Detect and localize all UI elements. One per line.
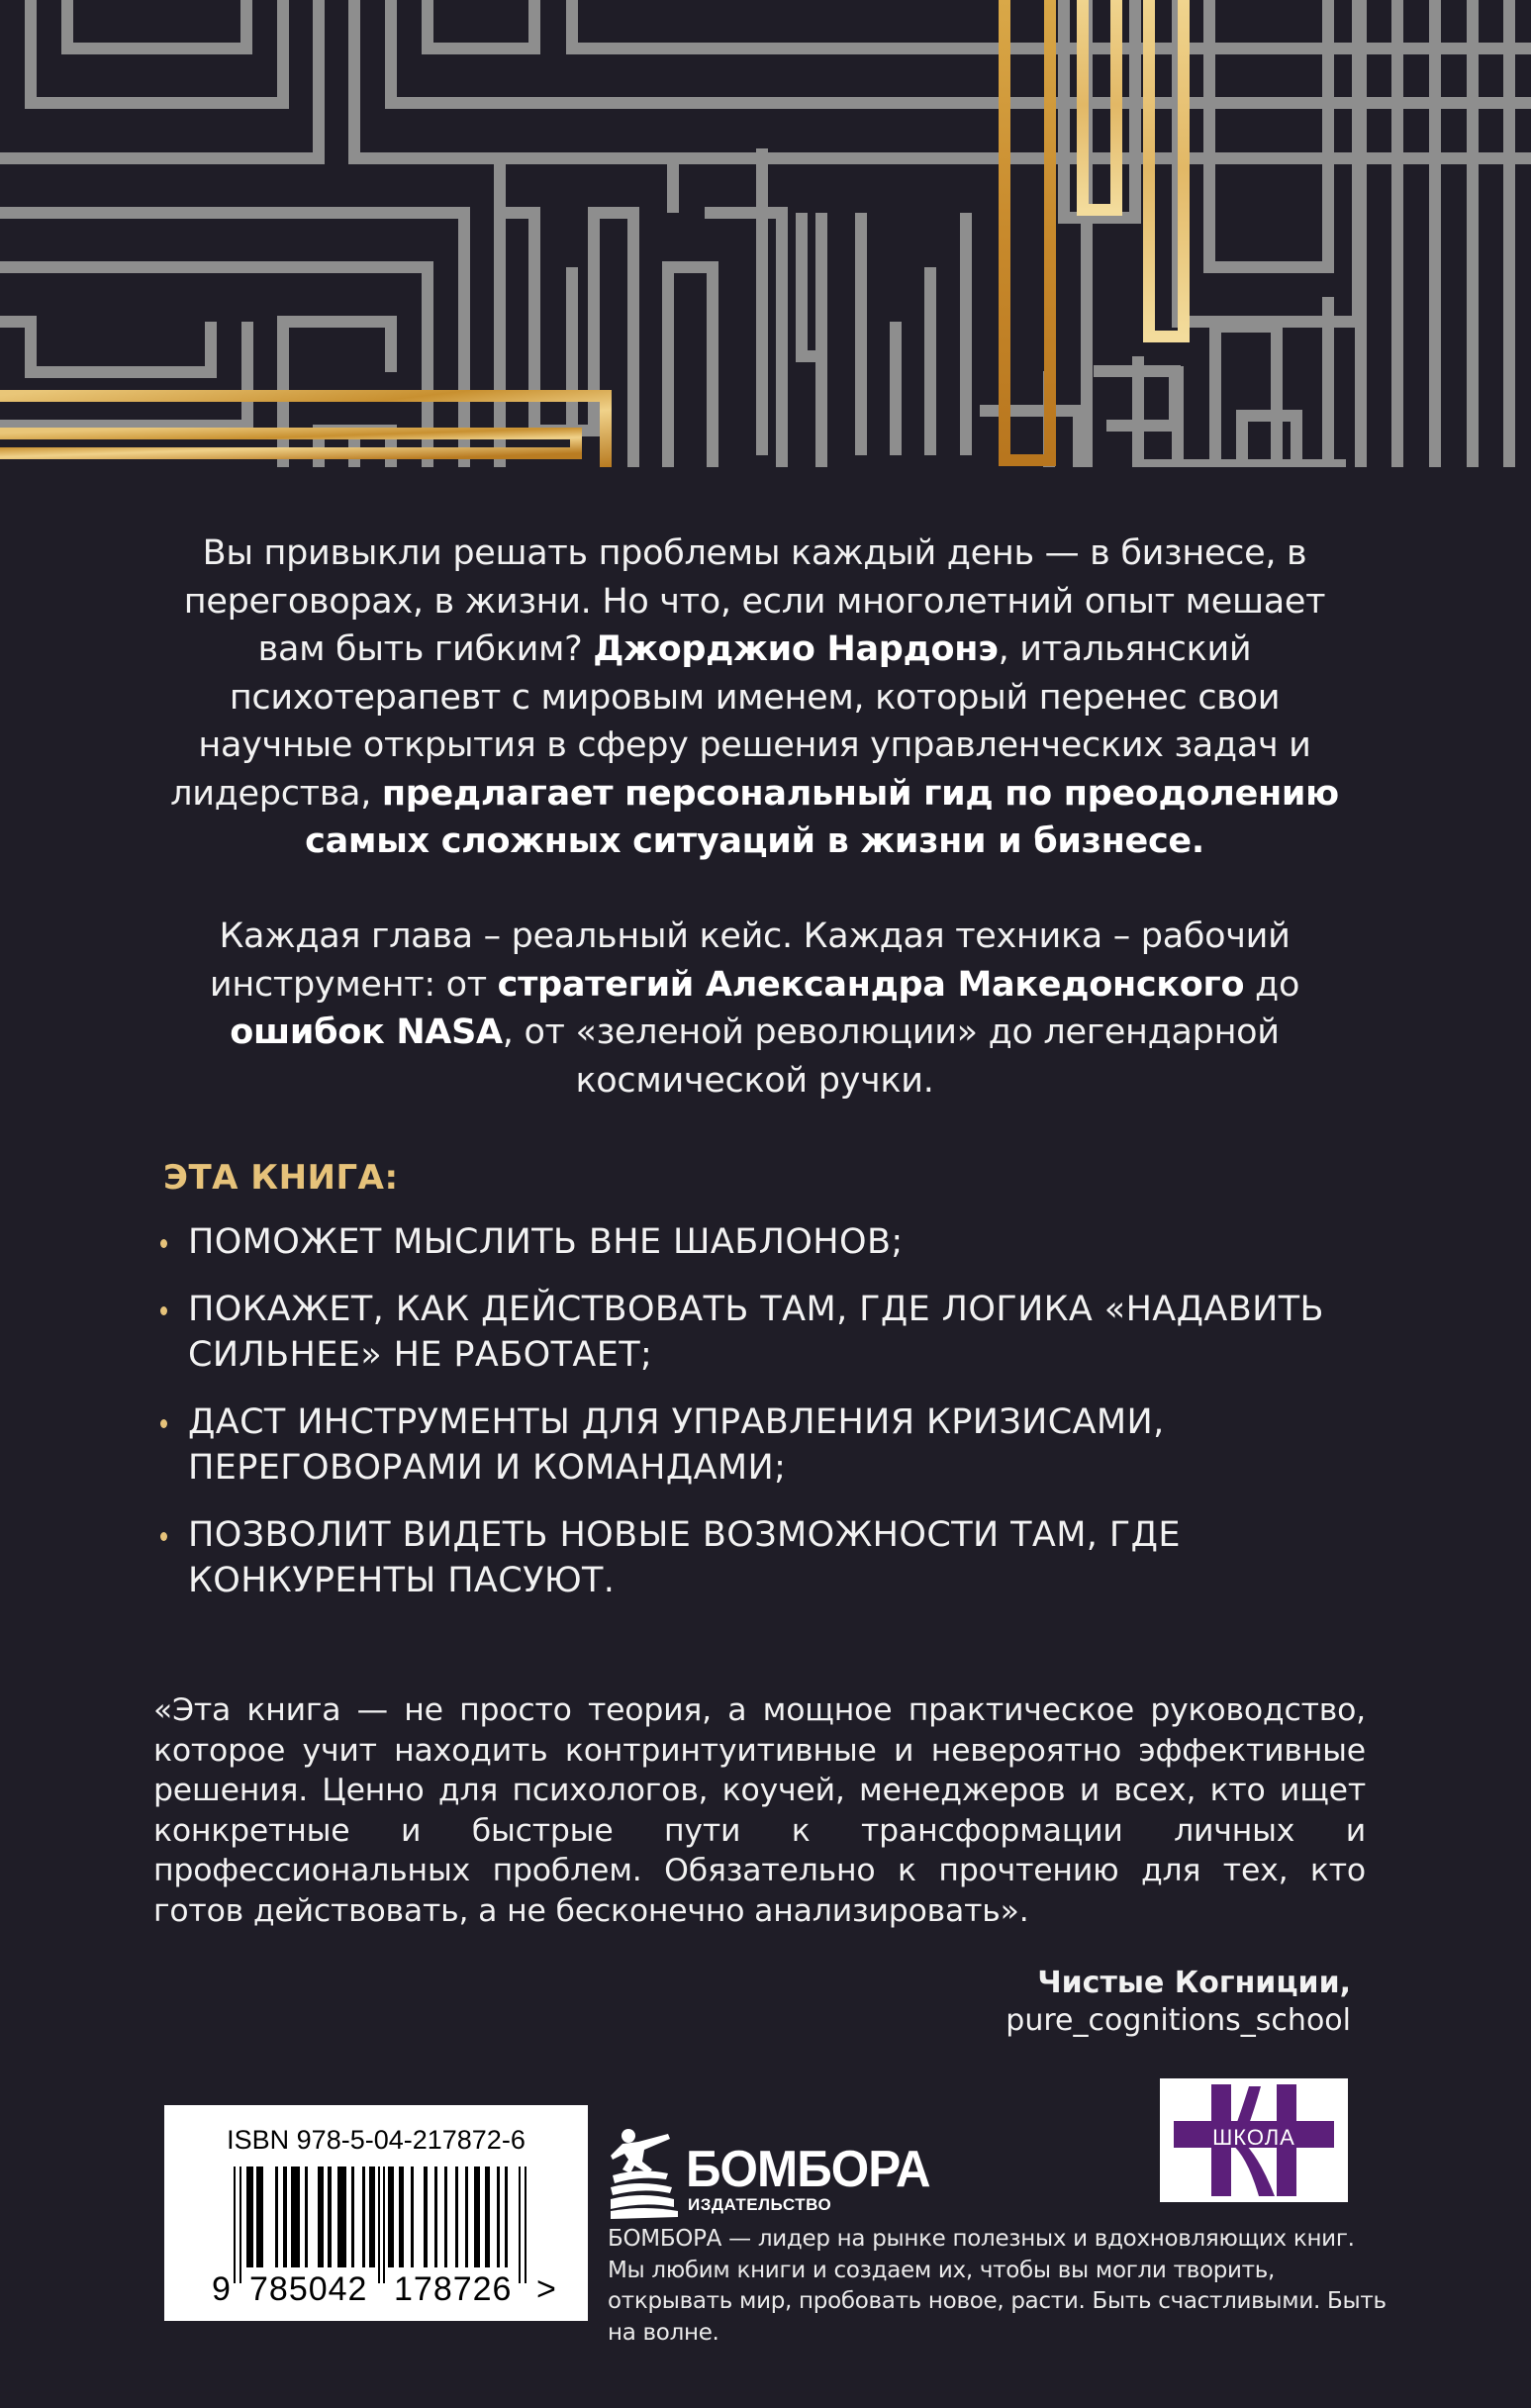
list-item <box>158 1219 1376 1265</box>
barcode-arrow: > <box>536 2270 557 2308</box>
bullet-icon <box>160 1532 167 1541</box>
surfer-on-books-logo-icon <box>609 2126 680 2221</box>
description-text: , итальянский психотерапевт с мировым именем, который перенес свои научные открытия в сферу решения управленческих задач и лидерства, <box>170 629 1311 814</box>
description-paragraph-2 <box>153 913 1356 1105</box>
review-author-handle: pure_cognitions_school <box>1005 2003 1351 2038</box>
list-item-text: ПОЗВОЛИТ ВИДЕТЬ НОВЫЕ ВОЗМОЖНОСТИ ТАМ, ГДЕ КОНКУРЕНТЫ ПАСУЮТ. <box>188 1515 1181 1600</box>
barcode-digits-left: 785042 <box>249 2270 368 2308</box>
description-text: , от «зеленой революции» до легендарной космической ручки. <box>502 1012 1280 1101</box>
benefits-list <box>158 1219 1376 1625</box>
description-text: Вы привыкли решать проблемы каждый день — в бизнесе, в переговорах, в жизни. Но что, если многолетний опыт мешает вам быть гибким? <box>183 533 1326 669</box>
barcode-digit-first: 9 <box>212 2270 232 2308</box>
list-item-text: ДАСТ ИНСТРУМЕНТЫ ДЛЯ УПРАВЛЕНИЯ КРИЗИСАМИ, ПЕРЕГОВОРАМИ И КОМАНДАМИ; <box>188 1402 1165 1488</box>
school-logo-label: ШКОЛА <box>1212 2125 1295 2150</box>
description-highlight: предлагает персональный гид по преодолению самых сложных ситуаций в жизни и бизнесе. <box>305 773 1339 861</box>
publisher-name: БОМБОРА <box>686 2141 930 2198</box>
list-item <box>158 1512 1376 1603</box>
publisher-logo <box>609 2126 930 2225</box>
benefits-heading: ЭТА КНИГА: <box>163 1158 399 1198</box>
review-attribution <box>1005 1965 1351 2040</box>
barcode-digits-right: 178726 <box>394 2270 513 2308</box>
isbn-label: ISBN 978-5-04-217872-6 <box>227 2125 526 2155</box>
bullet-icon <box>160 1239 167 1248</box>
description-highlight: стратегий Александра Македонского <box>497 964 1245 1005</box>
bullet-icon <box>160 1419 167 1428</box>
review-quote: «Эта книга — не просто теория, а мощное практическое руководство, которое учит находить контринтуитивные и невероятно эффективные решения. Ценно для психологов, коучей, менеджеров и всех, кто ищет конкретные и быстрые пути к трансформации личных и профессиональных проблем. Обязательно к прочтению для тех, кто готов действовать, а не бесконечно анализировать». <box>153 1692 1366 1929</box>
list-item <box>158 1399 1376 1491</box>
author-name: Джорджио Нардонэ <box>593 629 999 669</box>
description-text: Каждая глава – реальный кейс. Каждая техника – рабочий инструмент: от <box>209 916 1291 1005</box>
review-author-name: Чистые Когниции, <box>1037 1966 1351 2000</box>
description-paragraph-1 <box>153 530 1356 866</box>
list-item-text: ПОКАЖЕТ, КАК ДЕЙСТВОВАТЬ ТАМ, ГДЕ ЛОГИКА «НАДАВИТЬ СИЛЬНЕЕ» НЕ РАБОТАЕТ; <box>188 1290 1324 1375</box>
isbn-barcode <box>164 2105 588 2321</box>
description-text: до <box>1244 964 1300 1005</box>
description-highlight: ошибок NASA <box>230 1012 503 1052</box>
bullet-icon <box>160 1306 167 1315</box>
maze-pattern-illustration <box>0 0 1531 467</box>
list-item-text: ПОМОЖЕТ МЫСЛИТЬ ВНЕ ШАБЛОНОВ; <box>188 1222 904 1262</box>
school-logo <box>1160 2078 1348 2202</box>
publisher-subtitle: ИЗДАТЕЛЬСТВО <box>688 2195 832 2214</box>
list-item <box>158 1287 1376 1378</box>
publisher-about-text: БОМБОРА — лидер на рынке полезных и вдохновляющих книг. Мы любим книги и создаем их, чтобы вы могли творить, открывать мир, пробовать новое, расти. Быть счастливыми. Быть на волне. <box>608 2226 1387 2346</box>
